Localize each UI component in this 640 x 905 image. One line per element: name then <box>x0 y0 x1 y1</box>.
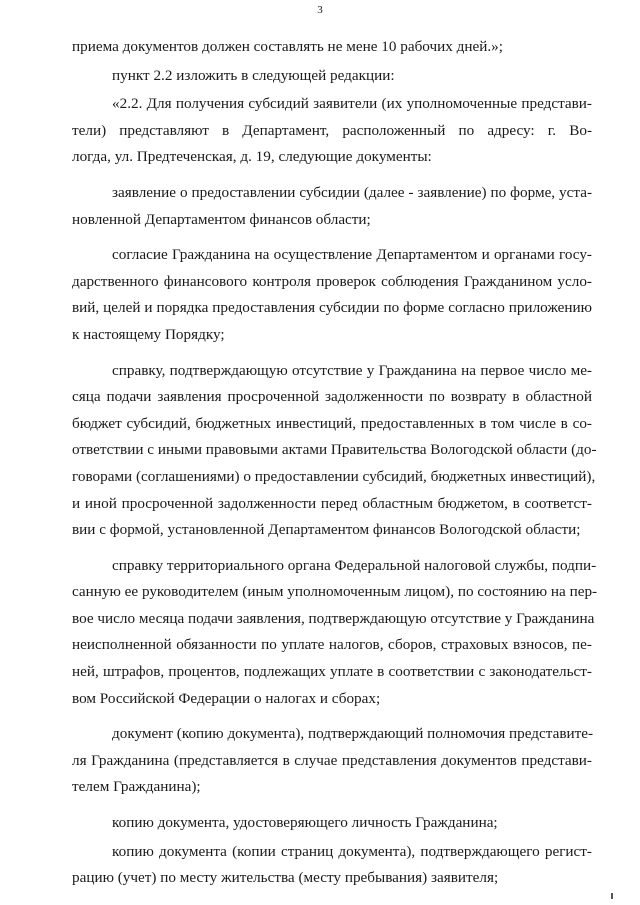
text-line: бюджет субсидий, бюджетных инвестиций, предоставленных в том числе в со- <box>72 414 592 432</box>
paragraph-item-registration-copy <box>72 839 592 892</box>
text-line: рацию (учет) по месту жительства (месту пребывания) заявителя; <box>72 869 499 887</box>
text-line: логда, ул. Предтеченская, д. 19, следующие документы: <box>72 148 432 166</box>
text-line: вое число месяца подачи заявления, подтверждающую отсутствие у Гражданина <box>72 609 595 627</box>
paragraph-clause-2-2-intro <box>72 63 592 90</box>
text-line: заявление о предоставлении субсидии (далее - заявление) по форме, уста- <box>112 183 592 201</box>
text-line: справку, подтверждающую отсутствие у Гражданина на первое число ме- <box>112 361 592 379</box>
text-line: к настоящему Порядку; <box>72 325 225 343</box>
paragraph-clause-2-2 <box>72 91 592 171</box>
paragraph-item-authority-document <box>72 721 592 801</box>
paragraph-item-consent <box>72 242 592 348</box>
text-line: тели) представляют в Департамент, расположенный по адресу: г. Во- <box>72 121 592 139</box>
text-line: согласие Гражданина на осуществление Департаментом и органами госу- <box>112 246 592 264</box>
paragraph-item-debt-certificate <box>72 358 597 544</box>
text-line: пункт 2.2 изложить в следующей редакции: <box>112 66 395 84</box>
text-line: говорами (соглашениями) о предоставлении субсидий, бюджетных инвестиций), <box>72 467 596 485</box>
text-line: приема документов должен составлять не мене 10 рабочих дней.»; <box>72 38 503 55</box>
text-line: документ (копию документа), подтверждающий полномочия представите- <box>112 725 594 743</box>
text-line: копию документа, удостоверяющего личность Гражданина; <box>112 814 498 832</box>
text-line: новленной Департаментом финансов области; <box>72 210 371 228</box>
paragraph-item-identity-copy <box>72 810 592 837</box>
document-body <box>72 34 598 892</box>
text-line: сяца подачи заявления просроченной задолженности по возврату в областной <box>72 388 592 406</box>
paragraph-item-application <box>72 180 592 233</box>
text-line: ней, штрафов, процентов, подлежащих уплате в соответствии с законодательст- <box>72 663 592 681</box>
text-line: телем Гражданина); <box>72 778 201 796</box>
text-line: вии с формой, установленной Департаментом финансов Вологодской области; <box>72 521 581 539</box>
text-line: ля Гражданина (представляется в случае представления документов представи- <box>72 751 592 769</box>
text-line: вом Российской Федерации о налогах и сборах; <box>72 689 381 707</box>
paragraph-item-tax-certificate <box>72 553 598 713</box>
page-number: 3 <box>317 4 323 16</box>
text-line: ответствии с иными правовыми актами Правительства Вологодской области (до- <box>72 441 597 459</box>
text-line: дарственного финансового контроля проверок соблюдения Гражданином усло- <box>72 272 592 290</box>
text-line: «2.2. Для получения субсидий заявители (их уполномоченные представи- <box>112 95 592 113</box>
scan-edge-mark <box>611 893 613 899</box>
text-line: и иной просроченной задолженности перед областным бюджетом, в соответст- <box>72 494 592 512</box>
text-line: копию документа (копии страниц документа), подтверждающего регист- <box>112 842 592 860</box>
paragraph-continuation <box>72 34 592 61</box>
text-line: неисполненной обязанности по уплате налогов, сборов, страховых взносов, пе- <box>72 636 592 654</box>
text-line: справку территориального органа Федеральной налоговой службы, подпи- <box>112 556 597 574</box>
text-line: санную ее руководителем (иным уполномоченным лицом), по состоянию на пер- <box>72 583 598 601</box>
text-line: вий, целей и порядка предоставления субсидии по форме согласно приложению <box>72 299 592 317</box>
